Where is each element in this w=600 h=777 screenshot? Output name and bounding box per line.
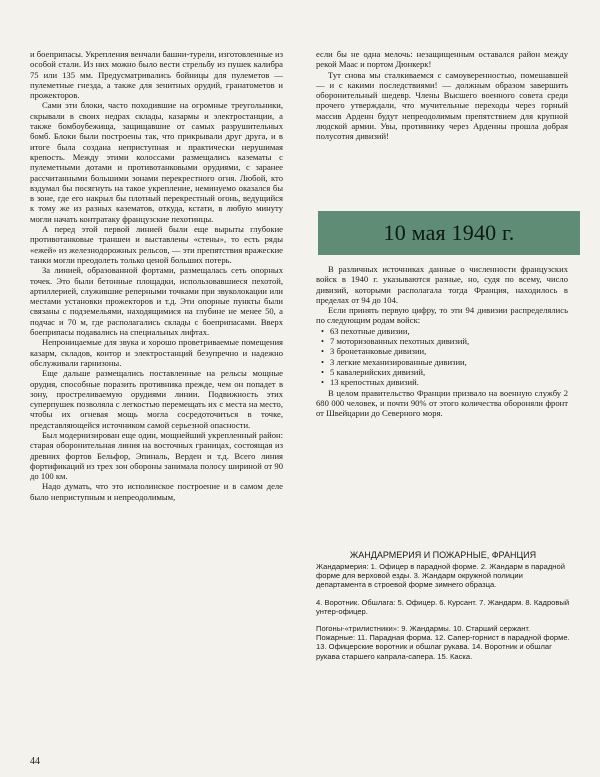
paragraph: Еще дальше размещались поставленные на рельсы мощные орудия, способные поразить противника прежде, чем он попадет в зону, простреливаемую орудиями линии. Подвижность этих суперпушек позволяла с легкостью перемещать их с места на место, чтобы их огневая мощь могла сосредоточиться в точке, представляющейся источником самой серьезной опасности. — [30, 368, 283, 430]
paragraph: А перед этой первой линией были еще вырыты глубокие противотанковые траншеи и выставлены «стены», то есть ряды «ежей» из железнодорожных рельсов, — эти препятствия вражеские танки могли преодолеть только ценой больших потерь. — [30, 224, 283, 265]
right-column-top — [316, 49, 568, 142]
paragraph: Непроницаемые для звука и хорошо проветриваемые помещения казарм, складов, контор и электростанций безупречно и надежно обслуживали гарнизоны. — [30, 337, 283, 368]
date-banner — [318, 211, 580, 255]
list-item: • 3 легкие механизированные дивизии, — [330, 357, 568, 367]
paragraph: Тут снова мы сталкиваемся с самоуверенностью, помешавшей — и с какими последствиями! — должным образом завершить оборонительный шедевр. Члены Высшего военного совета среди прочего утверждали, что мучительные переходы через горный массив Арденн будут непреодолимым препятствием для крупной людской армии. Увы, противнику через Арденны прошла добрая полусотня дивизий! — [316, 69, 568, 142]
page-number: 44 — [30, 756, 40, 767]
caption-paragraph: Жандармерия: 1. Офицер в парадной форме. 2. Жандарм в парадной форме для верховой езды. 3. Жандарм окружной полиции департамента в строевой форме зимнего образца. — [316, 562, 565, 590]
paragraph: В целом правительство Франции призвало на военную службу 2 680 000 человек, и почти 90% от этого количества обороняли фронт от Швейцарии до Северного моря. — [316, 387, 568, 419]
list-item: • 13 крепостных дивизий. — [330, 377, 568, 387]
left-column — [30, 49, 283, 502]
caption-paragraph: 4. Воротник. Обшлага: 5. Офицер. 6. Курсант. 7. Жандарм. 8. Кадровый унтер-офицер. — [316, 597, 570, 616]
paragraph: Если принять первую цифру, то эти 94 дивизии распределялись по следующим родам войск: — [316, 305, 568, 326]
illustration-caption — [316, 550, 570, 669]
right-column-body — [316, 264, 568, 418]
list-item: • 5 кавалерийских дивизий, — [330, 367, 568, 377]
paragraph: За линией, образованной фортами, размещалась сеть опорных точек. Это были бетонные площадки, использовавшиеся пехотой, артиллерией, служившие реперными точками при звуколокации или местами установки прожекторов и т.д. Эти опорные пункты были связаны с подземельями, находящимися на глубине не менее 50, а подчас и 70 м, где располагались склады с боеприпасами. Вверх боеприпасы подавались на специальных лифтах. — [30, 265, 283, 338]
paragraph: Был модернизирован еще один, мощнейший укрепленный район: старая оборонительная линия на восточных границах, состоящая из древних фортов Бельфор, Эпиналь, Верден и т.д. Всего линия фортификаций из трех зон обороны занимала полосу шириной от 90 до 100 км. — [30, 429, 283, 482]
list-item: • 3 бронетанковые дивизии, — [330, 346, 568, 356]
list-item: • 63 пехотные дивизии, — [330, 326, 568, 336]
list-item: • 7 моторизованных пехотных дивизий, — [330, 336, 568, 346]
banner-date: 10 мая 1940 г. — [383, 220, 515, 245]
paragraph: Сами эти блоки, часто походившие на огромные треугольники, скрывали в своих недрах склады, казармы и электростанции, а также бомбоубежища, защищавшие от самых разрушительных бомб. Блоки были построены так, что прикрывали друг друга, и в итоге была создана неприступная и практически нерушимая крепость. Между этими колоссами размещались казематы с пулеметными дотами и противотанковыми орудиями, с заранее рассчитанными большими зонами перекрестного огня. Любой, кто вздумал бы посягнуть на такое укрепление, неминуемо оказался бы в зоне, где его накрыл бы плотный перекрестный огонь, ведущийся к тому же из разных казематов, откуда, кстати, в любую минуту могли начать контратаку французские пехотинцы. — [30, 100, 283, 224]
paragraph: В различных источниках данные о численности французских войск в 1940 г. указываются разные, но, судя по всему, число дивизий, которыми располагала тогда Франция, находилось в пределах от 94 до 104. — [316, 264, 568, 305]
divisions-list — [316, 326, 568, 388]
caption-title: ЖАНДАРМЕРИЯ И ПОЖАРНЫЕ, ФРАНЦИЯ — [349, 550, 537, 560]
paragraph: если бы не одна мелочь: незащищенным оставался район между рекой Маас и портом Дюнкерк! — [316, 49, 568, 70]
caption-paragraph: Погоны-«трилистники»: 9. Жандармы. 10. Старший сержант. Пожарные: 11. Парадная форма. 12. Сапер-горнист в парадной форме. 13. Офицерские воротник и обшлаг рукава. 14. Воротник и обшлаг рукава старшего капрала-сапера. 15. Каска. — [316, 624, 570, 661]
paragraph: и боеприпасы. Укрепления венчали башни-турели, изготовленные из особой стали. Из них можно было вести стрельбу из пушек калибра 75 или 135 мм. Предусматривались бойницы для пулеметов — пулеметные гнезда, а также для зенитных орудий, гранатометов и прожекторов. — [30, 49, 283, 101]
paragraph: Надо думать, что это исполинское построение и в самом деле было неприступным и непреодолимым, — [30, 481, 283, 502]
